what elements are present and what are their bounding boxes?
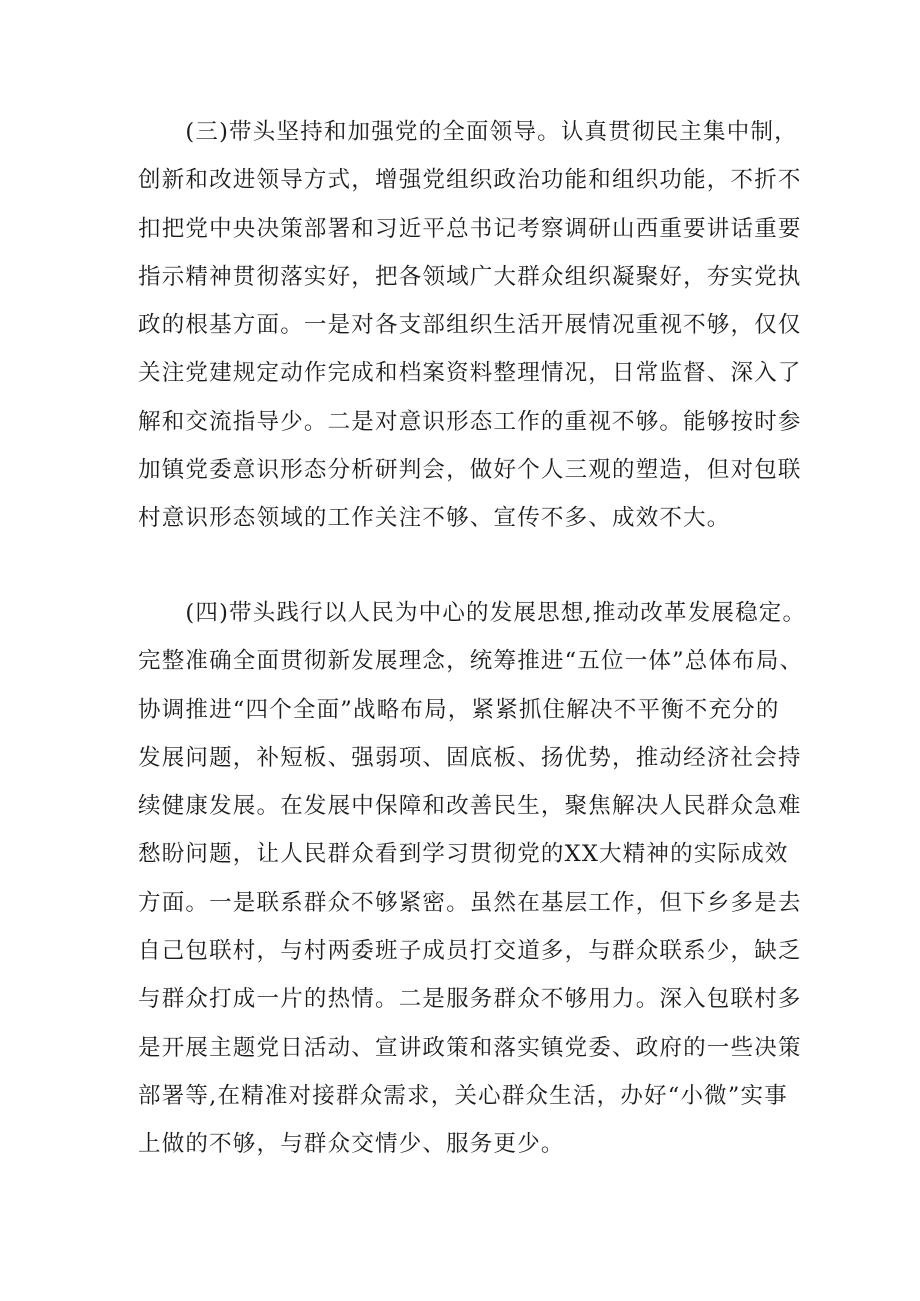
text-line: (三)带头坚持和加强党的全面领导。认真贯彻民主集中制， xyxy=(138,119,798,145)
text-line: 协调推进“四个全面”战略布局，紧紧抓住解决不平衡不充分的 xyxy=(138,696,780,723)
text-line: 续健康发展。在发展中保障和改善民生，聚焦解决人民群众急难 xyxy=(138,793,802,820)
text-line: 自己包联村，与村两委班子成员打交道多，与群众联系少，缺乏 xyxy=(138,938,802,965)
text-line: 政的根基方面。一是对各支部组织生活开展情况重视不够，仅仅 xyxy=(138,312,802,339)
text-line: 完整准确全面贯彻新发展理念，统筹推进“五位一体”总体布局、 xyxy=(138,648,804,675)
text-line: 上做的不够，与群众交情少、服务更少。 xyxy=(138,1131,565,1158)
text-line: 加镇党委意识形态分析研判会，做好个人三观的塑造，但对包联 xyxy=(138,457,802,484)
text-line: 扣把党中央决策部署和习近平总书记考察调研山西重要讲话重要 xyxy=(138,215,802,242)
text-line: 关注党建规定动作完成和档案资料整理情况，日常监督、深入了 xyxy=(138,360,802,387)
text-line: 村意识形态领域的工作关注不够、宣传不多、成效不大。 xyxy=(138,505,731,532)
text-line: 方面。一是联系群众不够紧密。虽然在基层工作，但下乡多是去 xyxy=(138,889,802,916)
text-line: 创新和改进领导方式，增强党组织政治功能和组织功能，不折不 xyxy=(138,167,802,194)
text-line: 与群众打成一片的热情。二是服务群众不够用力。深入包联村多 xyxy=(138,986,802,1013)
text-line: 愁盼问题，让人民群众看到学习贯彻党的XX大精神的实际成效 xyxy=(138,841,789,868)
text-line: 部署等,在精准对接群众需求，关心群众生活，办好“小微”实事 xyxy=(138,1082,788,1109)
text-line: 发展问题，补短板、强弱项、固底板、扬优势，推动经济社会持 xyxy=(138,744,802,771)
paragraph-leadership xyxy=(138,108,802,543)
text-line: (四)带头践行以人民为中心的发展思想,推动改革发展稳定。 xyxy=(138,600,807,626)
text-line: 是开展主题党日活动、宣讲政策和落实镇党委、政府的一些决策 xyxy=(138,1034,802,1061)
paragraph-people-centered xyxy=(138,589,807,1169)
text-line: 解和交流指导少。二是对意识形态工作的重视不够。能够按时参 xyxy=(138,408,802,435)
text-line: 指示精神贯彻落实好，把各领域广大群众组织凝聚好，夯实党执 xyxy=(138,263,802,290)
